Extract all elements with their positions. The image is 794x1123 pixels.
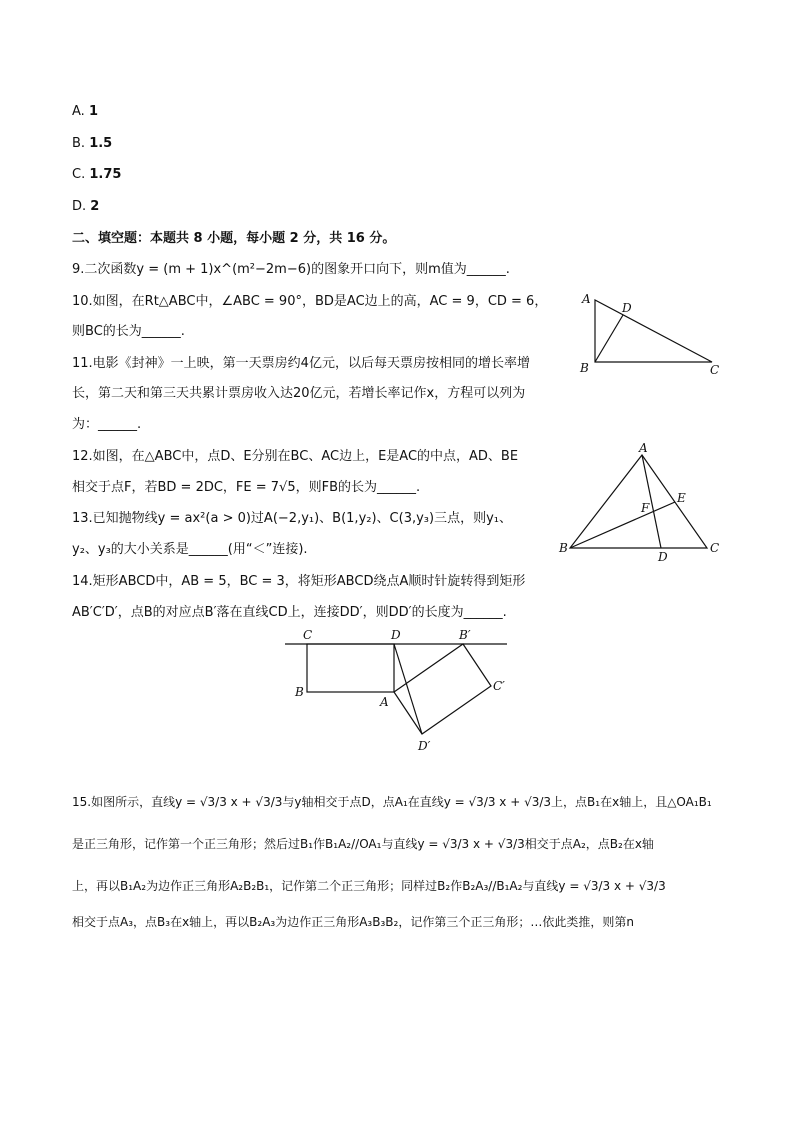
label-c-prime: C′: [493, 679, 505, 693]
question-10-line-2: 则BC的长为______.: [72, 324, 185, 339]
altitude-bd: [595, 315, 623, 362]
question-13-line-1: 13.已知抛物线y = ax²(a > 0)过A(−2,y₁)、B(1,y₂)、C(3,y₃)三点，则y₁、: [72, 511, 512, 526]
label-c: C: [303, 628, 313, 642]
figure-q10: [570, 290, 730, 380]
question-10-line-1: 10.如图，在Rt△ABC中，∠ABC = 90°，BD是AC边上的高，AC = 9，CD = 6，: [72, 294, 548, 309]
option-letter: B.: [72, 136, 86, 151]
label-a: A: [380, 695, 389, 709]
question-12-line-2: 相交于点F，若BD = 2DC，FE = 7√5，则FB的长为______.: [72, 480, 421, 495]
question-14-line-2: AB′C′D′，点B的对应点B′落在直线CD上，连接DD′，则DD′的长度为______.: [72, 605, 507, 620]
figure-q12: [555, 440, 730, 565]
question-11-line-2: 长，第二天和第三天共累计票房收入达20亿元，若增长率记作x，方程可以列为: [72, 386, 526, 401]
option-letter: A.: [72, 104, 85, 119]
option-value: 1.5: [89, 136, 113, 151]
option-value: 1: [88, 104, 98, 119]
option-value: 1.75: [89, 167, 122, 182]
label-c: C: [710, 541, 720, 555]
triangle-abc: [595, 300, 712, 362]
question-15-line-4: 相交于点A₃，点B₃在x轴上，再以B₂A₃为边作正三角形A₃B₃B₂，记作第三个正三角形；…依此类推，则第n: [72, 915, 634, 929]
label-d: D: [391, 628, 401, 642]
question-15-line-3: 上，再以B₁A₂为边作正三角形A₂B₂B₁，记作第二个正三角形；同样过B₂作B₂A₃//B₁A₂与直线y = √3/3 x + √3/3: [72, 879, 666, 893]
label-a: A: [582, 292, 591, 306]
option-letter: D.: [72, 199, 87, 214]
label-f: F: [641, 501, 650, 515]
question-11-line-3: 为：______.: [72, 417, 142, 432]
label-c: C: [710, 363, 720, 377]
question-9: 9.二次函数y = (m + 1)x^(m²−2m−6)的图象开口向下，则m值为______.: [72, 262, 510, 277]
label-d-prime: D′: [418, 739, 431, 753]
label-b-prime: B′: [459, 628, 471, 642]
label-d: D: [658, 550, 668, 564]
question-13-line-2: y₂、y₃的大小关系是______(用“＜”连接).: [72, 542, 308, 557]
question-15-line-1: 15.如图所示，直线y = √3/3 x + √3/3与y轴相交于点D，点A₁在直线y = √3/3 x + √3/3上，点B₁在x轴上，且△OA₁B₁: [72, 795, 712, 809]
label-e: E: [677, 491, 686, 505]
option-b: [72, 136, 112, 151]
figure-q14: [285, 622, 515, 757]
question-15-line-2: 是正三角形，记作第一个正三角形；然后过B₁作B₁A₂//OA₁与直线y = √3/3 x + √3/3相交于点A₂，点B₂在x轴: [72, 837, 654, 851]
section-title: 二、填空题：本题共 8 小题，每小题 2 分，共 16 分。: [72, 231, 396, 246]
option-c: [72, 167, 121, 182]
option-d: [72, 199, 99, 214]
label-b: B: [580, 361, 589, 375]
label-b: B: [295, 685, 304, 699]
label-a: A: [639, 441, 648, 455]
question-12-line-1: 12.如图，在△ABC中，点D、E分别在BC、AC边上，E是AC的中点，AD、BE: [72, 449, 519, 464]
label-d: D: [622, 301, 632, 315]
label-b: B: [559, 541, 568, 555]
option-letter: C.: [72, 167, 86, 182]
option-value: 2: [90, 199, 100, 214]
triangle-abc: [570, 455, 707, 548]
question-14-line-1: 14.矩形ABCD中，AB = 5，BC = 3，将矩形ABCD绕点A顺时针旋转得到矩形: [72, 574, 526, 589]
rectangle-abcd: [307, 644, 394, 692]
question-11-line-1: 11.电影《封神》一上映，第一天票房约4亿元，以后每天票房按相同的增长率增: [72, 356, 530, 371]
option-a: [72, 104, 98, 119]
